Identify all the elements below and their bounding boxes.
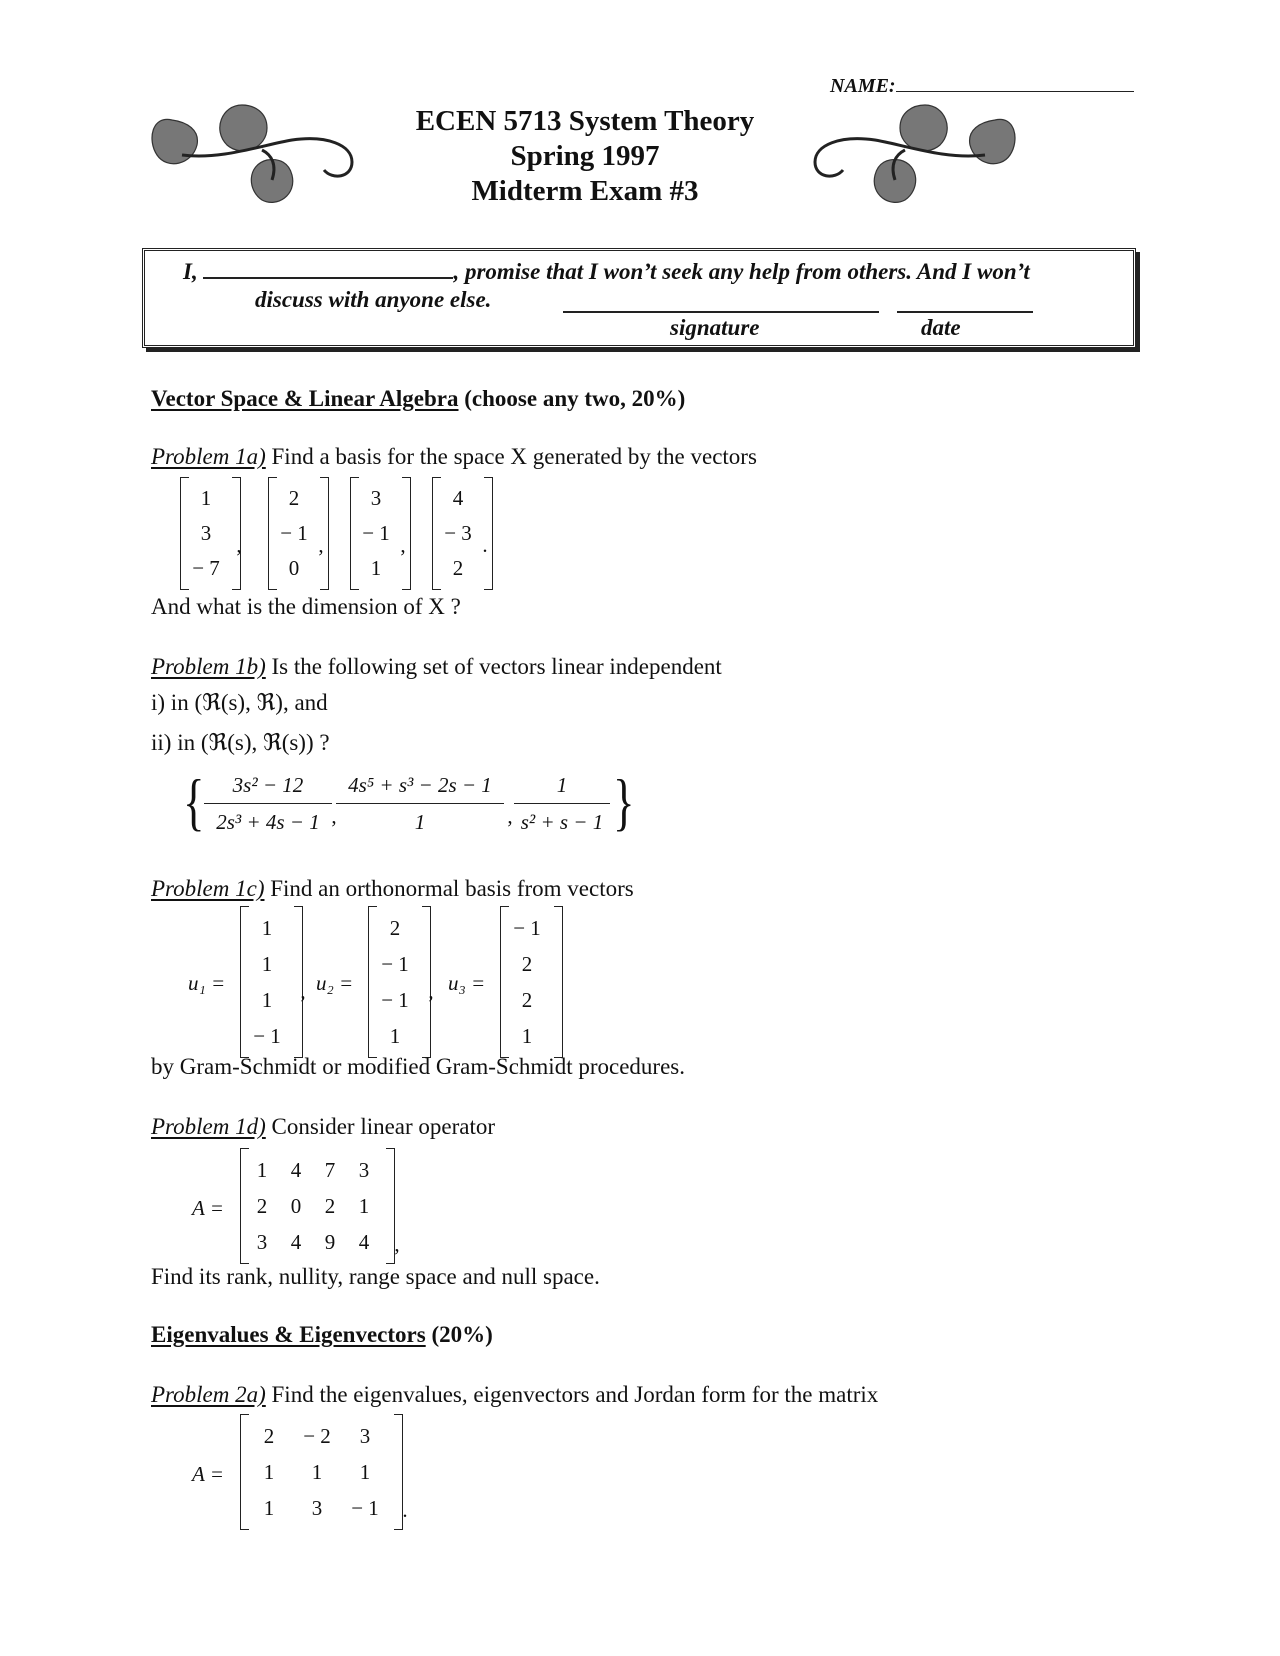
vector-1a-entry: 1 — [200, 486, 212, 510]
matrix-2a-entry: 1 — [263, 1496, 275, 1520]
section-2-title: Eigenvalues & Eigenvectors — [151, 1322, 426, 1347]
problem-1a-label: Problem 1a) — [151, 444, 266, 469]
problem-1b-statement — [151, 654, 722, 680]
matrix-1d-entry: 3 — [358, 1158, 370, 1182]
problem-1d-statement — [151, 1114, 495, 1140]
vector-1c-entry: 2 — [521, 988, 533, 1012]
vector-1c-entry: 2 — [521, 952, 533, 976]
brace-left: { — [183, 766, 205, 837]
problem-1d-text: Consider linear operator — [271, 1114, 496, 1139]
vector-1c-entry: 1 — [261, 952, 273, 976]
vector-1a-entry: − 1 — [362, 521, 390, 545]
vector-1a-entry: − 7 — [192, 556, 220, 580]
vector-1a-separator: , — [400, 533, 406, 557]
vector-1a-separator: , — [318, 533, 324, 557]
term: Spring 1997 — [510, 140, 660, 172]
vector-1c-entry: − 1 — [513, 916, 541, 940]
brace-right: } — [613, 766, 635, 837]
problem-1b-part-ii: ii) in (ℜ(s), ℜ(s)) ? — [151, 730, 330, 755]
name-label: NAME: — [830, 75, 896, 97]
vector-1c-entry: 1 — [261, 916, 273, 940]
matrix-2a-entry: 3 — [311, 1496, 323, 1520]
vector-1a-entry: 2 — [452, 556, 464, 580]
matrix-2a-entry: − 2 — [303, 1424, 331, 1448]
vector-1a-entry: 3 — [200, 521, 212, 545]
section-2-note: (20%) — [431, 1322, 493, 1347]
problem-1b-label: Problem 1b) — [151, 654, 266, 679]
leaf-ornament-right — [795, 100, 1025, 210]
matrix-1d-entry: 4 — [290, 1158, 302, 1182]
date-label: date — [921, 315, 961, 340]
fraction-bar — [204, 803, 332, 804]
vector-1c-entry: 2 — [389, 916, 401, 940]
vector-1a-entry: 0 — [288, 556, 300, 580]
matrix-1d-entry: 0 — [290, 1194, 302, 1218]
fraction-separator: , — [331, 804, 337, 828]
vector-1c-entry: 1 — [521, 1024, 533, 1048]
matrix-name: A = — [192, 1462, 224, 1486]
fraction-denominator: s² + s − 1 — [520, 810, 604, 834]
problem-1d-label: Problem 1d) — [151, 1114, 266, 1139]
vector-1c-entry: 1 — [261, 988, 273, 1012]
problem-1c-text: Find an orthonormal basis from vectors — [270, 876, 634, 901]
vector-1a-separator: . — [482, 533, 488, 557]
course-title: ECEN 5713 System Theory — [415, 105, 755, 137]
exam-title — [380, 104, 790, 209]
vector-1c-entry: − 1 — [253, 1024, 281, 1048]
fraction-numerator: 4s⁵ + s³ − 2s − 1 — [348, 773, 492, 797]
pledge-text-2: discuss with anyone else. — [255, 287, 492, 312]
matrix-1d-entry: 1 — [256, 1158, 268, 1182]
fraction-bar — [336, 803, 504, 804]
name-blank[interactable] — [896, 74, 1134, 92]
vector-1c-entry: − 1 — [381, 952, 409, 976]
section-1-title: Vector Space & Linear Algebra — [151, 386, 459, 411]
vector-1a-entry: − 1 — [280, 521, 308, 545]
matrix-1d-entry: 7 — [324, 1158, 336, 1182]
fraction-separator: , — [507, 804, 513, 828]
problem-1d-after: Find its rank, nullity, range space and null space. — [151, 1264, 600, 1289]
vector-1a-entry: 3 — [370, 486, 382, 510]
section-heading-2 — [151, 1322, 493, 1348]
pledge-line-1 — [183, 257, 1030, 285]
matrix-1d-entry: 3 — [256, 1230, 268, 1254]
date-blank[interactable] — [897, 311, 1033, 313]
problem-1b-part-i: i) in (ℜ(s), ℜ), and — [151, 690, 328, 715]
vector-1c-entry: 1 — [389, 1024, 401, 1048]
problem-2a-label: Problem 2a) — [151, 1382, 266, 1407]
matrix-1d-entry: 4 — [290, 1230, 302, 1254]
vector-name: u₁ = — [188, 971, 226, 995]
vector-1a-entry: 2 — [288, 486, 300, 510]
vector-1a-entry: 1 — [370, 556, 382, 580]
vector-name: u₂ = — [316, 971, 354, 995]
problem-1c-after: by Gram-Schmidt or modified Gram-Schmidt procedures. — [151, 1054, 685, 1079]
problem-1a-statement — [151, 444, 757, 470]
section-1-note: (choose any two, 20%) — [464, 386, 686, 411]
matrix-1d-entry: 4 — [358, 1230, 370, 1254]
matrix-2a-entry: − 1 — [351, 1496, 379, 1520]
matrix-2a-entry: 3 — [359, 1424, 371, 1448]
vector-1c-separator: , — [300, 979, 306, 1003]
section-heading-1 — [151, 386, 685, 412]
vector-1a-entry: 4 — [452, 486, 464, 510]
problem-1b-text: Is the following set of vectors linear independent — [271, 654, 722, 679]
matrix-1d-entry: 2 — [256, 1194, 268, 1218]
problem-1a-question: And what is the dimension of X ? — [151, 594, 461, 619]
name-field[interactable] — [830, 74, 1134, 98]
matrix-2a-entry: 1 — [359, 1460, 371, 1484]
exam-name: Midterm Exam #3 — [471, 175, 699, 207]
pledge-name-blank[interactable] — [203, 257, 453, 279]
vector-1c-right-bracket — [554, 906, 563, 1058]
matrix-name: A = — [192, 1196, 224, 1220]
vector-1a-separator: , — [236, 533, 242, 557]
matrix-2a-entry: 1 — [311, 1460, 323, 1484]
pledge-start: I, — [183, 259, 198, 284]
signature-blank[interactable] — [563, 311, 879, 313]
vector-name: u₃ = — [448, 971, 486, 995]
matrix-1d-entry: 1 — [358, 1194, 370, 1218]
problem-1a-text: Find a basis for the space X generated by the vectors — [271, 444, 757, 469]
pledge-text-1: , promise that I won’t seek any help from others. And I won’t — [453, 259, 1030, 284]
fraction-denominator: 2s³ + 4s − 1 — [216, 810, 320, 834]
problem-1c-label: Problem 1c) — [151, 876, 265, 901]
matrix-1d-punct: , — [394, 1232, 400, 1256]
problem-2a-statement — [151, 1382, 878, 1408]
vector-1c-entry: − 1 — [381, 988, 409, 1012]
fraction-bar — [514, 803, 610, 804]
signature-label: signature — [670, 315, 760, 340]
fraction-numerator: 3s² − 12 — [232, 773, 304, 797]
problem-1c-statement — [151, 876, 634, 902]
vector-1c-separator: , — [428, 979, 434, 1003]
matrix-1d-entry: 9 — [324, 1230, 336, 1254]
honor-pledge-box — [142, 248, 1136, 348]
fraction-numerator: 1 — [556, 773, 568, 797]
matrix-1d-entry: 2 — [324, 1194, 336, 1218]
matrix-2a-entry: 1 — [263, 1460, 275, 1484]
fraction-denominator: 1 — [414, 810, 426, 834]
problem-2a-text: Find the eigenvalues, eigenvectors and Jordan form for the matrix — [271, 1382, 879, 1407]
matrix-2a-entry: 2 — [263, 1424, 275, 1448]
leaf-ornament-left — [142, 100, 372, 210]
matrix-2a-punct: . — [402, 1498, 408, 1522]
vector-1a-entry: − 3 — [444, 521, 472, 545]
